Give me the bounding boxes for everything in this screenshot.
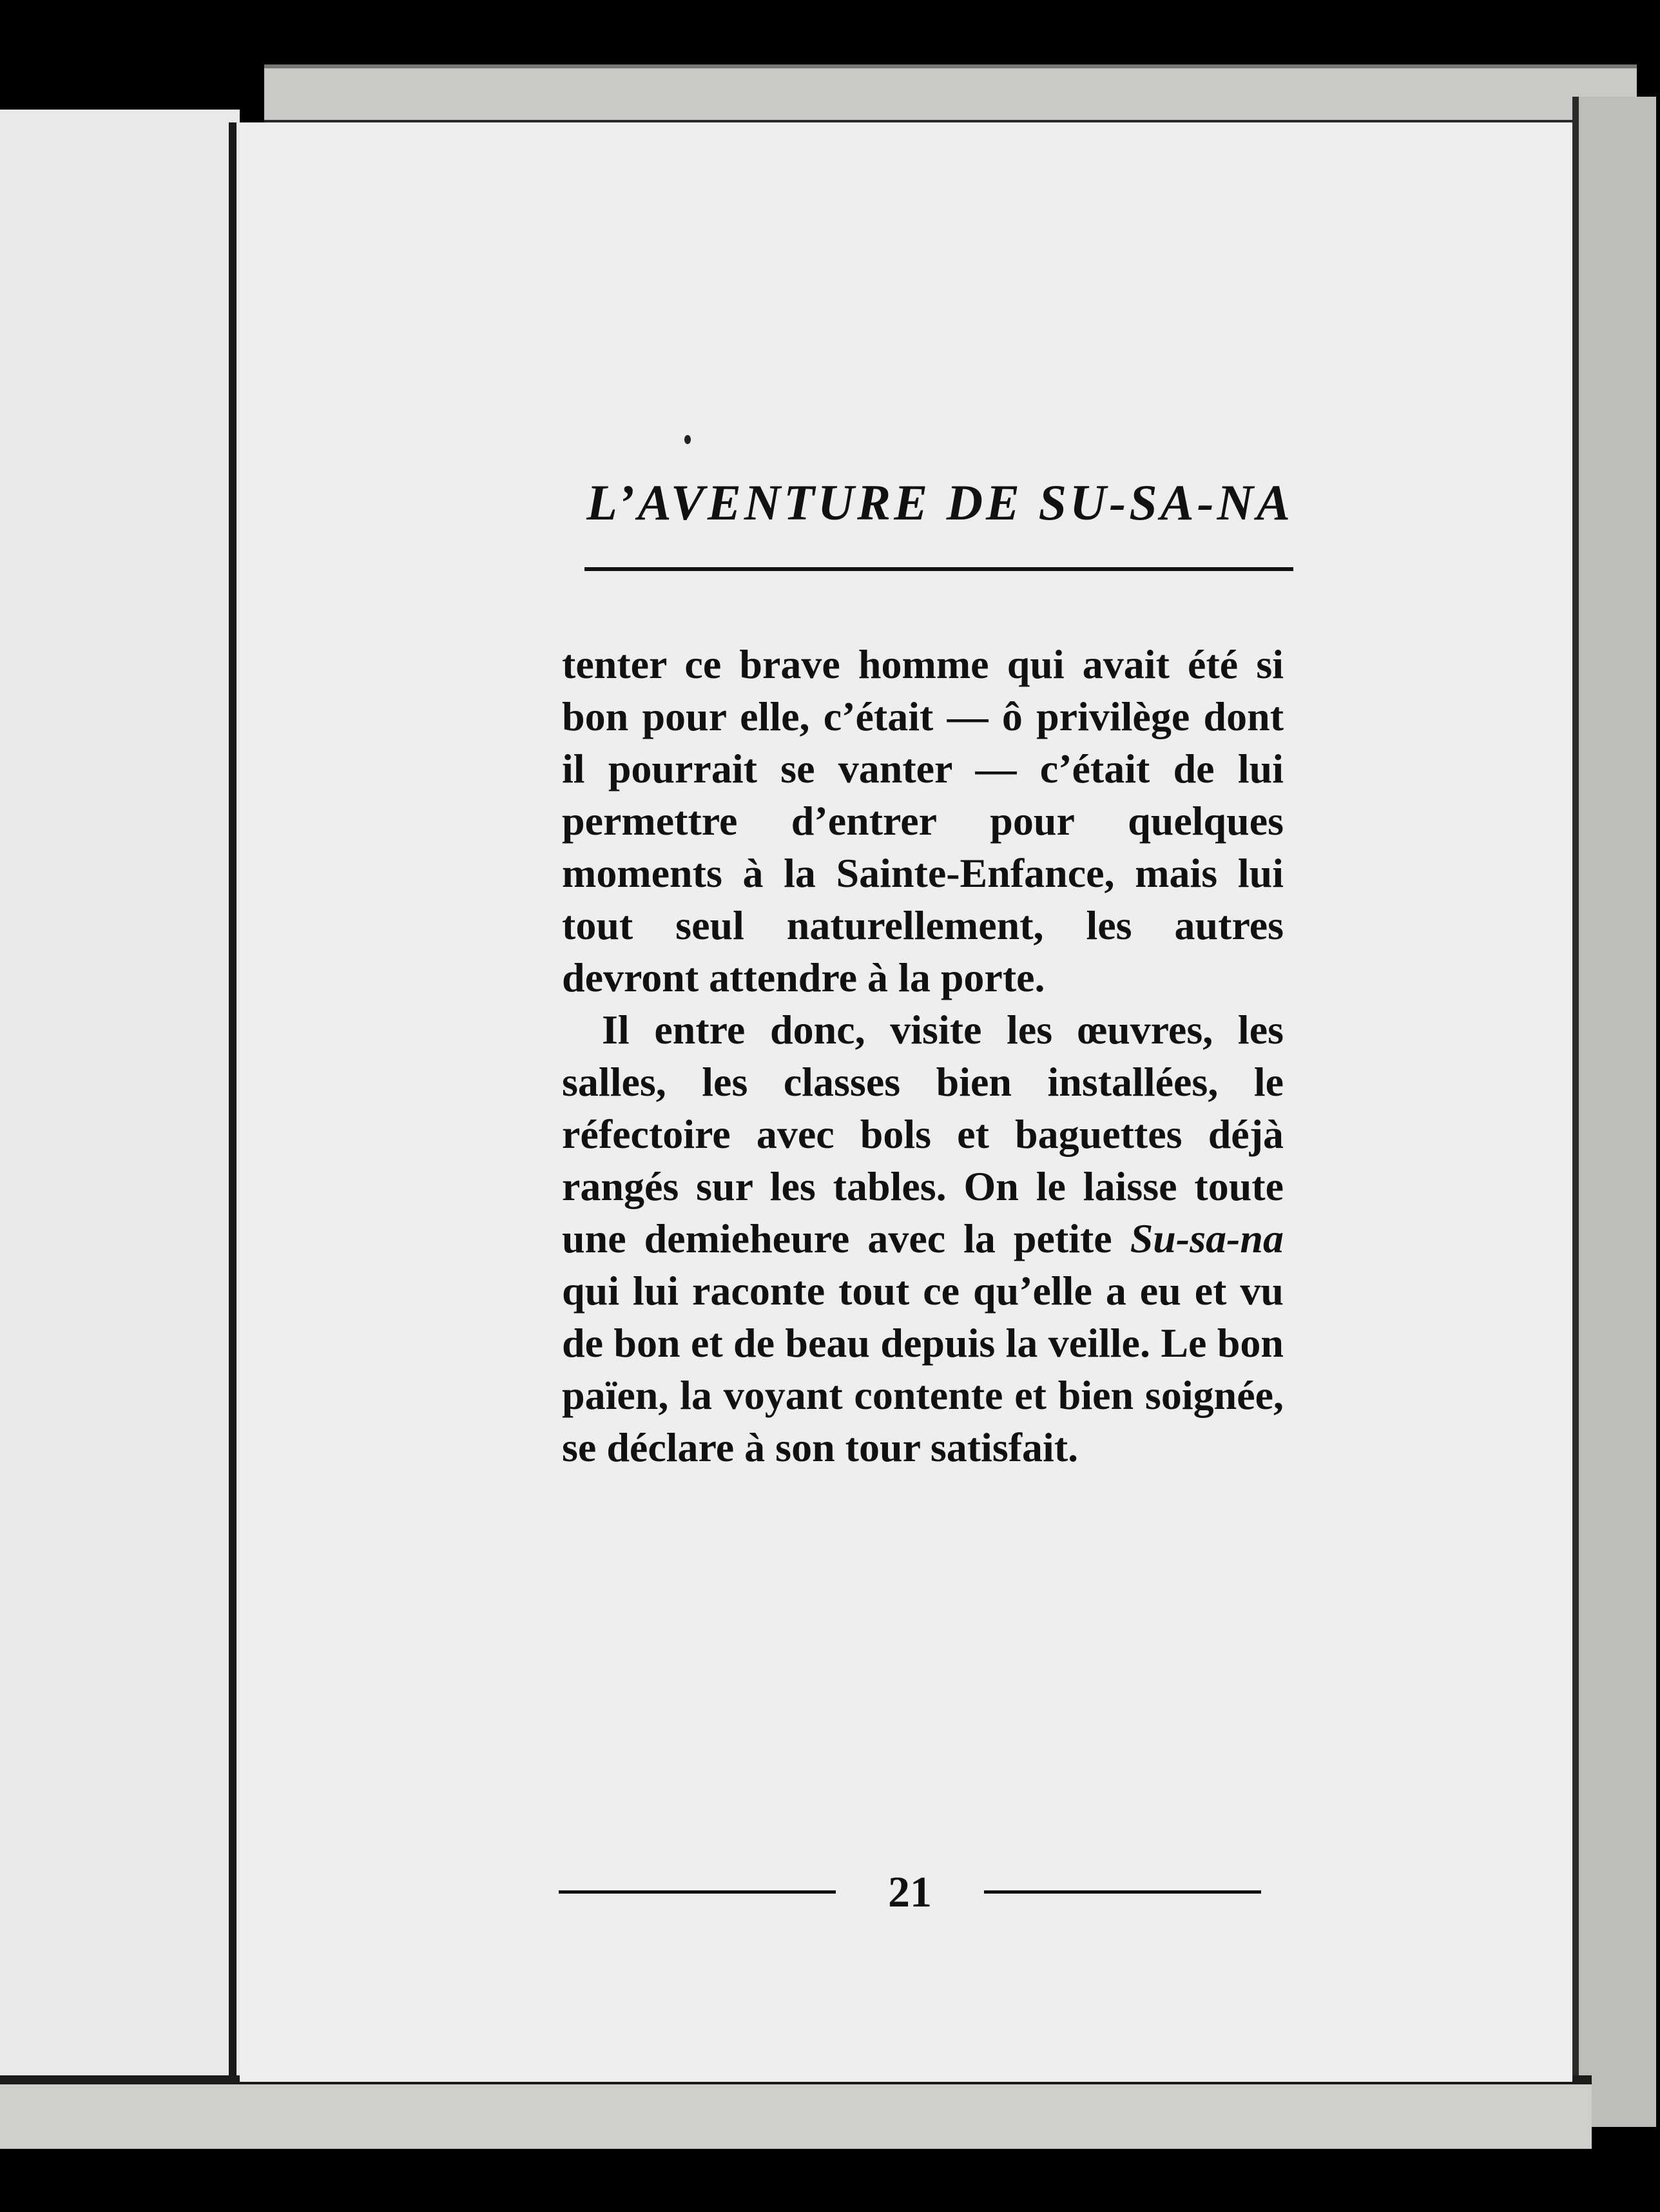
paragraph-1-text: tenter ce brave homme qui avait été si bon pour elle, c’était — ô privilège dont il pourrait se vanter — c’était de lui permettre d’entrer pour quelques moments à la Sainte-Enfance, mais lui tout seul naturellement, les autres devront attendre à la porte.: [562, 641, 1284, 1000]
footer-rule-left: [559, 1890, 836, 1894]
cover-bottom-edge: [0, 2075, 1592, 2149]
cover-right-edge: [1572, 97, 1656, 2127]
print-speck: [684, 435, 691, 444]
paragraph-2-text-start: Il entre donc, visite les œuvres, les salles, les classes bien installées, le réfectoire avec bols et baguettes déjà rangés sur les tables. On le laisse toute une demieheure avec la petite: [562, 1007, 1284, 1261]
facing-left-page: [0, 110, 240, 2101]
page-body: [562, 638, 1284, 1473]
header-rule: [584, 567, 1293, 571]
footer-rule-right: [984, 1890, 1261, 1894]
paragraph-1: [562, 638, 1284, 1004]
paragraph-2-text-end: qui lui raconte tout ce qu’elle a eu et vu de bon et de beau depuis la veille. Le bon païen, la voyant contente et bien soignée, se déclare à son tour satisfait.: [562, 1268, 1284, 1470]
page-number: 21: [888, 1867, 932, 1916]
running-head: L’AVENTURE DE SU-SA-NA: [586, 474, 1293, 530]
book-page: [240, 122, 1572, 2082]
italic-name: Su-sa-na: [1130, 1216, 1284, 1261]
cover-top-edge: [264, 64, 1637, 126]
page-footer: [559, 1863, 1261, 1921]
paragraph-2: [562, 1004, 1284, 1473]
book-spine: [229, 122, 236, 2075]
